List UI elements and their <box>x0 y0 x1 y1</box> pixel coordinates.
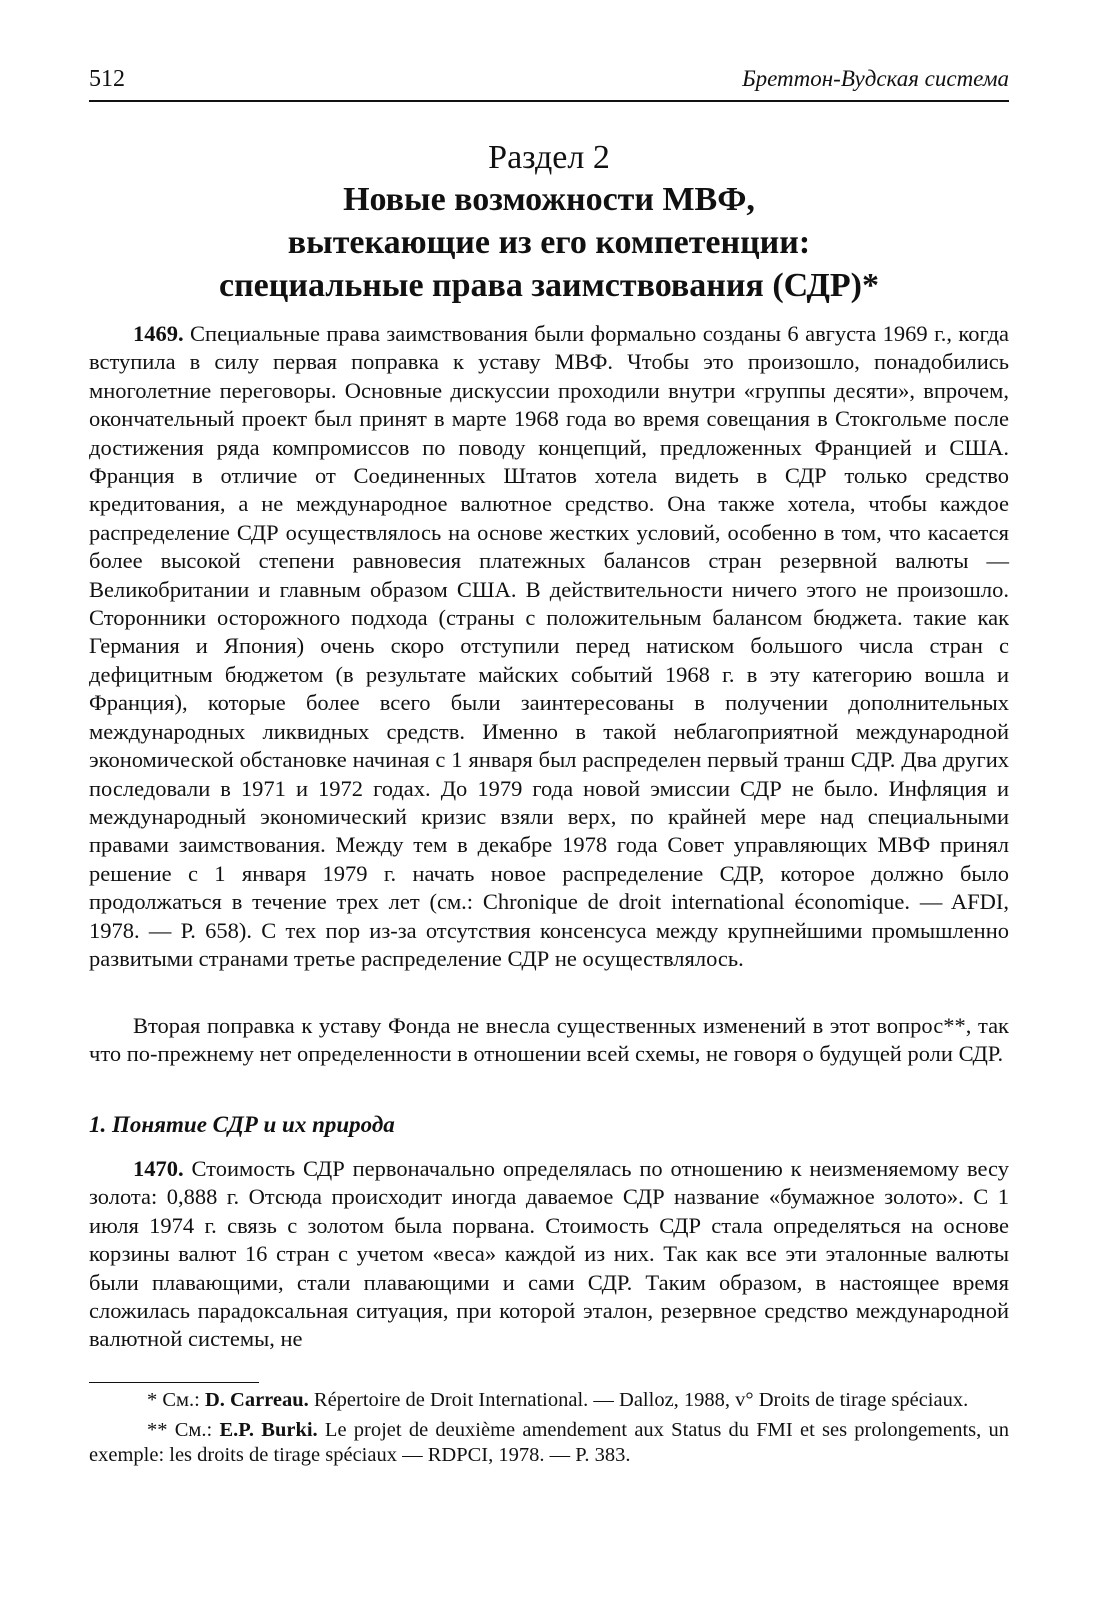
footnote-mark: * См.: <box>147 1389 200 1411</box>
subsection-title: 1. Понятие СДР и их природа <box>89 1112 395 1137</box>
footnote-mark: ** См.: <box>147 1418 213 1441</box>
section-heading <box>89 138 1009 307</box>
paragraph-number: 1469. <box>133 321 184 346</box>
paragraph-text: Специальные права заимствования были формально созданы 6 августа 1969 г., когда вступила в силу первая поправка к уставу МВФ. Чтобы это произошло, понадобились многолетние переговоры. Основные дискуссии проходили внутри «группы десяти», впрочем, окончательный проект был принят в марте 1968 года во время совещания в Стокгольме после достижения ряда компромиссов по поводу концепций, предложенных Францией и США. Франция в отличие от Соединенных Штатов хотела видеть в СДР только средство кредитования, а не международное валютное средство. Она также хотела, чтобы каждое распределение СДР осуществлялось на основе жестких условий, особенно в том, что касается более высокой степени равновесия платежных балансов стран резервной валюты — Великобритании и главным образом США. В действительности ничего этого не произошло. Сторонники осторожного подхода (страны с положительным балансом бюджета. такие как Германия и Япония) очень скоро отступили перед натиском большого числа стран с дефицитным бюджетом (в результате майских событий 1968 г. в эту категорию вошла и Франция), которые более всего были заинтересованы в получении дополнительных международных ликвидных средств. Именно в такой неблагоприятной международной экономической обстановке начиная с 1 января был распределен первый транш СДР. Два других последовали в 1971 и 1972 годах. До 1979 года новой эмиссии СДР не было. Инфляция и международный экономический кризис взяли верх, по крайней мере над специальными правами заимствования. Между тем в декабре 1978 года Совет управляющих МВФ принял решение с 1 января 1979 г. начать новое распределение СДР, которое должно было продолжаться в течение трех лет (см.: Chronique de droit international économique. — AFDI, 1978. — Р. 658). С тех пор из-за отсутствия консенсуса между крупнейшими промышленно развитыми странами третье распределение СДР не осуществлялось. <box>89 321 1010 971</box>
footnote <box>89 1388 1009 1414</box>
paragraph-second-amendment <box>89 1012 1009 1069</box>
paragraph-number: 1470. <box>133 1156 184 1181</box>
section-title-line: Новые возможности МВФ, <box>343 181 755 218</box>
page-number: 512 <box>89 66 125 92</box>
footnote <box>89 1418 1009 1469</box>
section-label: Раздел 2 <box>488 139 610 176</box>
footnote-divider <box>89 1382 259 1383</box>
section-title-line: вытекающие из его компетенции: <box>287 224 811 261</box>
footnote-text: Le projet de deuxième amendement aux Status du FMI et ses prolongements, un exemple: les droits de tirage spéciaux — RDPCI, 1978. — P. 383. <box>89 1418 1010 1466</box>
paragraph-1469 <box>89 320 1009 973</box>
section-title <box>89 178 1009 307</box>
section-title-line: специальные права заимствования (СДР)* <box>219 267 879 304</box>
running-title: Бреттон-Вудская система <box>742 66 1009 91</box>
paragraph-1470 <box>89 1155 1009 1354</box>
footnote-author: E.P. Burki. <box>219 1418 318 1441</box>
paragraph-text: Стоимость СДР первоначально определялась по отношению к неизменяемому весу золота: 0,888 г. Отсюда происходит иногда даваемое СДР название «бумажное золото». С 1 июля 1974 г. связь с золотом была порвана. Стоимость СДР стала определяться на основе корзины валют 16 стран с учетом «веса» каждой из них. Так как все эти эталонные валюты были плавающими, стали плавающими и сами СДР. Таким образом, в настоящее время сложилась парадоксальная ситуация, при которой эталон, резервное средство международной валютной системы, не <box>89 1156 1009 1352</box>
paragraph-text: Вторая поправка к уставу Фонда не внесла существенных изменений в этот вопрос**, так что по-прежнему нет определенности в отношении всей схемы, не говоря о будущей роли СДР. <box>89 1013 1009 1067</box>
footnote-author: D. Carreau. <box>204 1389 309 1411</box>
footnote-text: Répertoire de Droit International. — Dalloz, 1988, v° Droits de tirage spéciaux. <box>313 1389 969 1411</box>
running-header <box>89 64 1009 102</box>
footnotes <box>89 1388 1009 1469</box>
